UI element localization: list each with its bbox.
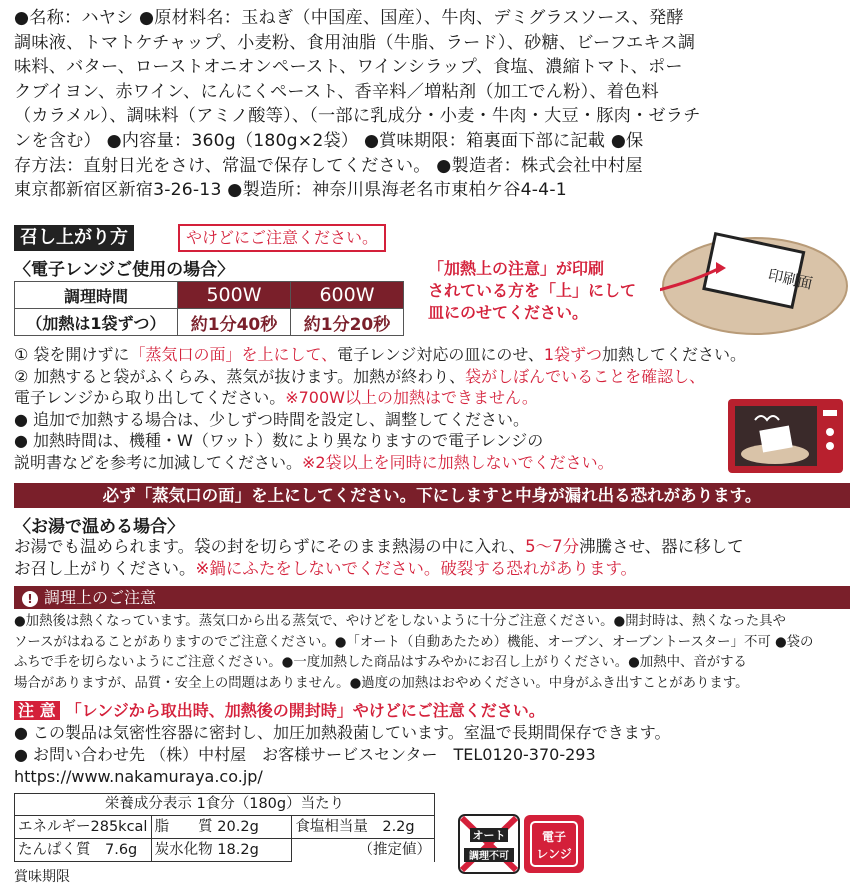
prep-title: 召し上がり方 <box>14 225 134 251</box>
hot-line: お湯でも温められます。袋の封を切らずにそのまま熱湯の中に入れ、5～7分沸騰させ、器に移して <box>14 537 744 556</box>
nutrition-protein: たんぱく質 7.6g <box>15 839 151 862</box>
hot-line: お召し上がりください。※鍋にふたをしないでください。破裂する恐れがあります。 <box>14 559 638 578</box>
step-line: ● 追加で加熱する場合は、少しずつ時間を設定し、調整してください。 <box>14 409 530 429</box>
plate-note-line: 「加熱上の注意」が印刷 <box>428 259 605 278</box>
url-link[interactable]: https://www.nakamuraya.co.jp/ <box>14 767 263 786</box>
watt-600: 600W <box>291 282 404 309</box>
cooking-time-table <box>14 281 404 336</box>
ingredients-line: ンを含む） ●内容量：360g（180g×2袋） ●賞味期限：箱裏面下部に記載 ●保 <box>14 130 644 151</box>
plate-note-line: 皿にのせてください。 <box>428 303 589 322</box>
nutrition-salt: 食塩相当量 2.2g <box>292 816 434 839</box>
step-line: ① 袋を開けずに「蒸気口の面」を上にして、電子レンジ対応の皿にのせ、1袋ずつ加熱してください。 <box>14 345 747 364</box>
caution-line: ●加熱後は熱くなっています。蒸気口から出る蒸気で、やけどをしないように十分ご注意ください。●開封時は、熱くなった具や <box>14 614 786 629</box>
ingredients-line: クブイヨン、赤ワイン、にんにくペースト、香辛料／増粘剤（加工でん粉）、着色料 <box>14 81 659 102</box>
caution-line: 場合がありますが、品質・安全上の問題はありません。●過度の加熱はおやめください。中身がふき出すことがあります。 <box>14 675 749 691</box>
ingredients-line: 調味液、トマトケチャップ、小麦粉、食用油脂（牛脂、ラード）、砂糖、ビーフエキス調 <box>14 32 696 53</box>
step-line: 電子レンジから取り出してください。※700W以上の加熱はできません。 <box>14 388 538 407</box>
hot-water-text <box>14 536 850 580</box>
step-line: 説明書などを参考に加減してください。※2袋以上を同時に加熱しないでください。 <box>14 452 614 472</box>
hot-water-heading: 〈お湯で温める場合〉 <box>14 517 184 537</box>
no-auto-label-2: 調理不可 <box>469 851 509 862</box>
nutrition-fat: 脂 質 20.2g <box>152 816 292 839</box>
ingredients-line: （カラメル）、調味料（アミノ酸等）、（一部に乳成分・小麦・牛肉・大豆・豚肉・ゼラチ <box>14 106 701 127</box>
no-auto-label-1: オート <box>472 829 506 842</box>
plate-note-line: されている方を「上」にして <box>428 281 637 300</box>
caution-line: ソースがはねることがありますのでご注意ください。●「オート（自動あたため）機能、オーブン、オーブントースター」不可 ●袋の <box>14 634 814 650</box>
ingredients-line: 存方法：直射日光をさけ、常温で保存してください。 ●製造者：株式会社中村屋 <box>14 155 643 176</box>
info-line: ● この製品は気密性容器に密封し、加圧加熱殺菌しています。室温で長期間保存できます。 <box>14 723 671 742</box>
time-500: 約1分40秒 <box>178 309 291 336</box>
plate-note <box>428 258 636 324</box>
caution-title: 調理上のご注意 <box>44 588 157 607</box>
step-line: ② 加熱すると袋がふくらみ、蒸気が抜けます。加熱が終わり、袋がしぼんでいることを確認し、 <box>14 366 706 386</box>
notice-row <box>14 698 545 721</box>
nutrition-carb: 炭水化物 18.2g <box>152 839 292 862</box>
cooking-time-sublabel: （加熱は1袋ずつ） <box>15 309 178 336</box>
plate-label: 印刷面 <box>766 265 815 293</box>
microwave-ok-label-1: 電子 <box>541 830 567 844</box>
info-block <box>14 722 850 788</box>
no-auto-cook-icon <box>458 814 520 874</box>
microwave-steps <box>14 344 850 473</box>
expiry-label: 賞味期限 <box>14 869 70 885</box>
caution-line: ふちで手を切らないようにご注意ください。●一度加熱した商品はすみやかにお召し上がりください。●加熱中、音がする <box>14 655 747 670</box>
caution-bar <box>14 586 850 609</box>
ingredients-line: 味料、バター、ローストオニオンペースト、ワインシラップ、食塩、濃縮トマト、ポー <box>14 57 683 78</box>
warning-icon: ! <box>22 591 38 607</box>
notice-text: 「レンジから取出時、加熱後の開封時」やけどにご注意ください。 <box>65 701 545 720</box>
notice-tag: 注 意 <box>14 701 60 720</box>
caution-text <box>14 612 850 694</box>
steam-vent-warning: 必ず「蒸気口の面」を上にしてください。下にしますと中身が漏れ出る恐れがあります。 <box>14 483 850 508</box>
cooking-time-label: 調理時間 <box>15 282 178 309</box>
ingredients-block <box>14 6 850 203</box>
step-line: ● 加熱時間は、機種・W（ワット）数により異なりますので電子レンジの <box>14 431 544 450</box>
nutrition-table <box>14 793 435 862</box>
ingredients-line: ●名称：ハヤシ ●原材料名：玉ねぎ（中国産、国産）、牛肉、デミグラスソース、発酵 <box>14 8 684 28</box>
time-600: 約1分20秒 <box>291 309 404 336</box>
nutrition-header: 栄養成分表示 1食分（180g）当たり <box>14 793 435 816</box>
info-line: ● お問い合わせ先 （株）中村屋 お客様サービスセンター TEL0120-370-293 <box>14 745 596 764</box>
nutrition-note: （推定値） <box>358 842 431 858</box>
microwave-icon <box>727 398 844 474</box>
burn-warning-tag: やけどにご注意ください。 <box>178 224 386 252</box>
microwave-ok-icon <box>523 814 585 874</box>
plate-illustration <box>660 228 850 338</box>
ingredients-line: 東京都新宿区新宿3-26-13 ●製造所：神奈川県海老名市東柏ケ谷4-4-1 <box>14 180 567 201</box>
microwave-ok-label-2: レンジ <box>536 847 572 861</box>
watt-500: 500W <box>178 282 291 309</box>
nutrition-energy: エネルギー285kcal <box>15 816 151 839</box>
microwave-heading: 〈電子レンジご使用の場合〉 <box>14 260 235 280</box>
